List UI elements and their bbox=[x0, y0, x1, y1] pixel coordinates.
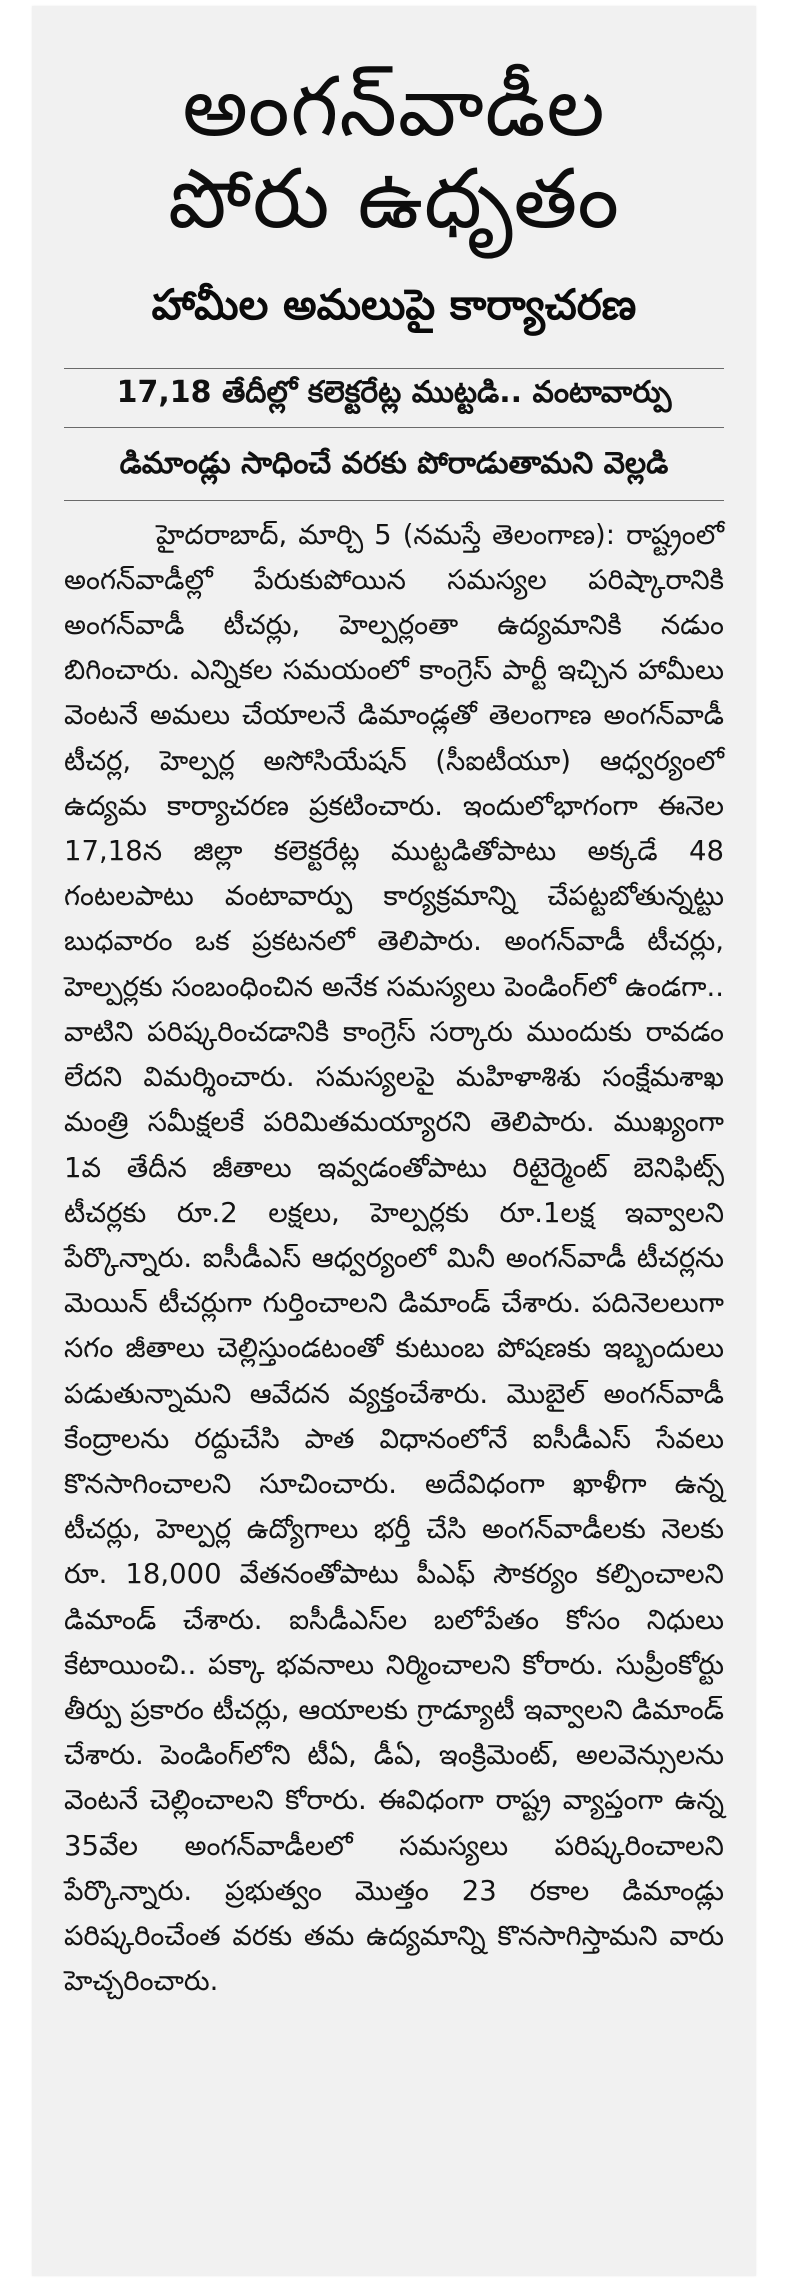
headline-line-1: అంగన్‌వాడీల bbox=[182, 60, 606, 155]
headline bbox=[32, 62, 756, 246]
newspaper-clipping bbox=[32, 6, 756, 2276]
article-body: హైదరాబాద్, మార్చి 5 (నమస్తే తెలంగాణ): రాష్ట్రంలో అంగన్‌వాడీల్లో పేరుకుపోయిన సమస్యల పరిష్కారానికి అంగన్‌వాడీ టీచర్లు, హెల్పర్లంతా ఉద్యమానికి నడుం బిగించారు. ఎన్నికల సమయంలో కాంగ్రెస్ పార్టీ ఇచ్చిన హామీలు వెంటనే అమలు చేయాలనే డిమాండ్లతో తెలంగాణ అంగన్‌వాడీ టీచర్ల, హెల్పర్ల అసోసియేషన్ (సీఐటీయూ) ఆధ్వర్యంలో ఉద్యమ కార్యాచరణ ప్రకటించారు. ఇందులోభాగంగా ఈనెల 17,18న జిల్లా కలెక్టరేట్ల ముట్టడితోపాటు అక్కడే 48 గంటలపాటు వంటావార్పు కార్యక్రమాన్ని చేపట్టబోతున్నట్టు బుధవారం ఒక ప్రకటనలో తెలిపారు. అంగన్‌వాడీ టీచర్లు, హెల్పర్లకు సంబంధించిన అనేక సమస్యలు పెండింగ్‌లో ఉండగా.. వాటిని పరిష్కరించడానికి కాంగ్రెస్ సర్కారు ముందుకు రావడం లేదని విమర్శించారు. సమస్యలపై మహిళాశిశు సంక్షేమశాఖ మంత్రి సమీక్షలకే పరిమితమయ్యారని తెలిపారు. ముఖ్యంగా 1వ తేదీన జీతాలు ఇవ్వడంతోపాటు రిటైర్మెంట్ బెనిఫిట్స్ టీచర్లకు రూ.2 లక్షలు, హెల్పర్లకు రూ.1లక్ష ఇవ్వాలని పేర్కొన్నారు. ఐసీడీఎస్ ఆధ్వర్యంలో మినీ అంగన్‌వాడీ టీచర్లను మెయిన్ టీచర్లుగా గుర్తించాలని డిమాండ్ చేశారు. పదినెలలుగా సగం జీతాలు చెల్లిస్తుండటంతో కుటుంబ పోషణకు ఇబ్బందులు పడుతున్నామని ఆవేదన వ్యక్తంచేశారు. మొబైల్ అంగన్‌వాడీ కేంద్రాలను రద్దుచేసి పాత విధానంలోనే ఐసీడీఎస్ సేవలు కొనసాగించాలని సూచించారు. అదేవిధంగా ఖాళీగా ఉన్న టీచర్లు, హెల్పర్ల ఉద్యోగాలు భర్తీ చేసి అంగన్‌వాడీలకు నెలకు రూ. 18,000 వేతనంతోపాటు పీఎఫ్ సౌకర్యం కల్పించాలని డిమాండ్ చేశారు. ఐసీడీఎస్‌ల బలోపేతం కోసం నిధులు కేటాయించి.. పక్కా భవనాలు నిర్మించాలని కోరారు. సుప్రీంకోర్టు తీర్పు ప్రకారం టీచర్లు, ఆయాలకు గ్రాడ్యూటీ ఇవ్వాలని డిమాండ్ చేశారు. పెండింగ్‌లోని టీఏ, డీఏ, ఇంక్రిమెంట్, అలవెన్సులను వెంటనే చెల్లించాలని కోరారు. ఈవిధంగా రాష్ట్ర వ్యాప్తంగా ఉన్న 35వేల అంగన్‌వాడీలలో సమస్యలు పరిష్కరించాలని పేర్కొన్నారు. ప్రభుత్వం మొత్తం 23 రకాల డిమాండ్లు పరిష్కరించేంత వరకు తమ ఉద్యమాన్ని కొనసాగిస్తామని వారు హెచ్చరించారు. bbox=[64, 518, 724, 1998]
headline-line-2: పోరు ఉధృతం bbox=[168, 151, 620, 247]
strap-line: 17,18 తేదీల్లో కలెక్టరేట్ల ముట్టడి.. వంటావార్పు bbox=[64, 368, 724, 428]
subheadline: హామీల అమలుపై కార్యాచరణ bbox=[151, 279, 637, 329]
strap-line-2: డిమాండ్లు సాధించే వరకు పోరాడుతామని వెల్లడి bbox=[64, 438, 724, 501]
